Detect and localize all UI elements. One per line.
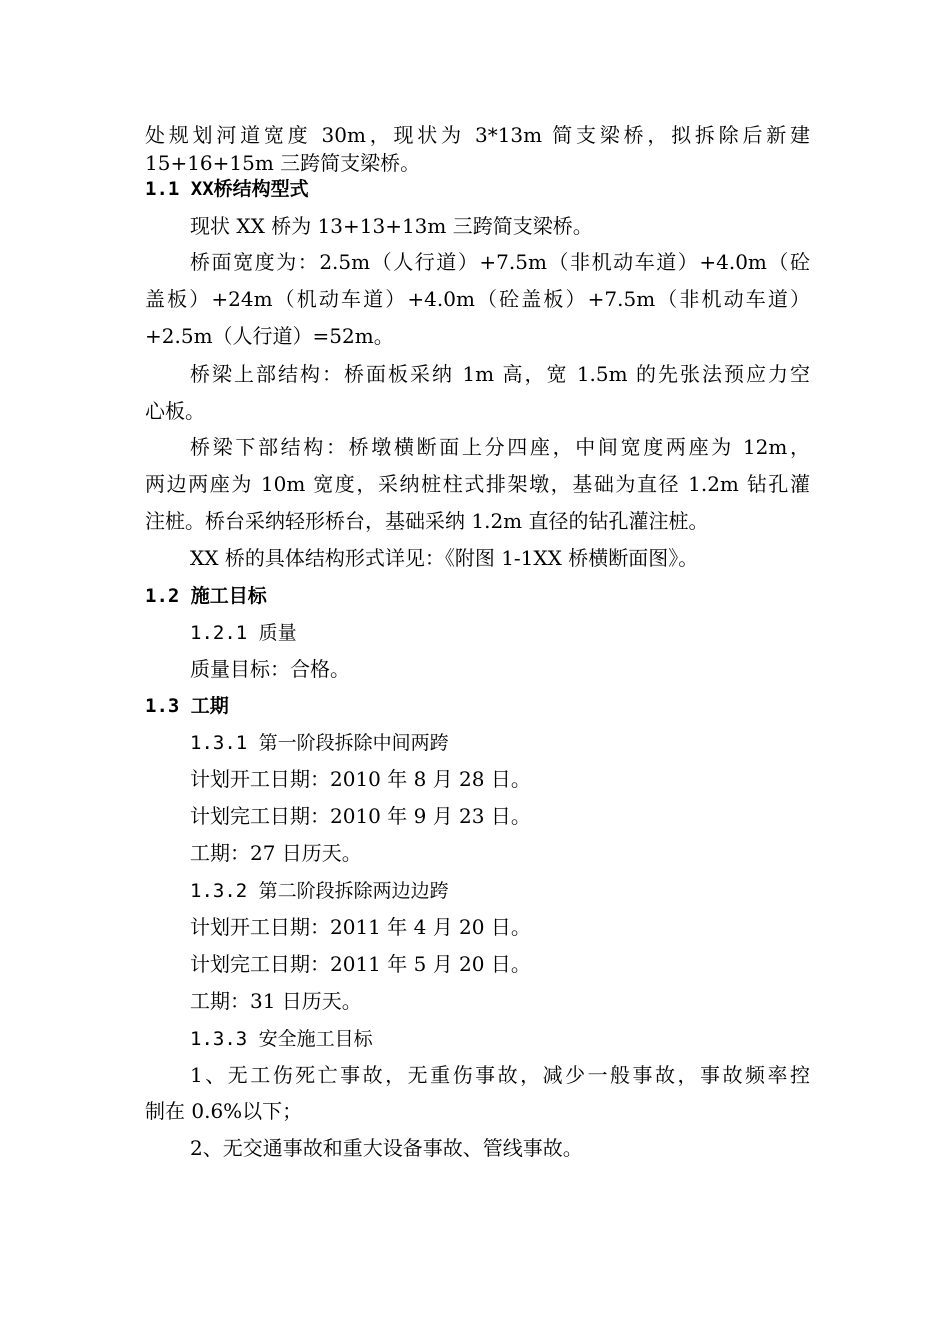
phase2-start-date: 计划开工日期：2011 年 4 月 20 日。 — [190, 915, 531, 939]
subsection-1-3-1: 1.3.1 第一阶段拆除中间两跨 — [190, 732, 449, 754]
phase2-end-date: 计划完工日期：2011 年 5 月 20 日。 — [190, 952, 531, 976]
subsection-1-2-1: 1.2.1 质量 — [190, 622, 297, 644]
quality-target: 质量目标：合格。 — [190, 657, 350, 681]
paragraph-current-bridge: 现状 XX 桥为 13+13+13m 三跨简支梁桥。 — [190, 214, 593, 238]
section-heading-1-1: 1.1 XX桥结构型式 — [145, 178, 309, 200]
subsection-1-3-3: 1.3.3 安全施工目标 — [190, 1028, 373, 1050]
superstructure-line-2: 心板。 — [145, 399, 205, 423]
substructure-line-2: 两边两座为 10m 宽度，采纳桩柱式排架墩，基础为直径 1.2m 钻孔灌 — [145, 472, 810, 496]
substructure-line-1: 桥梁下部结构：桥墩横断面上分四座，中间宽度两座为 12m， — [190, 435, 810, 459]
section-heading-1-3: 1.3 工期 — [145, 695, 229, 717]
intro-line-2: 15+16+15m 三跨简支梁桥。 — [145, 151, 421, 175]
structure-reference: XX 桥的具体结构形式详见：《附图 1-1XX 桥横断面图》。 — [190, 546, 699, 570]
phase1-end-date: 计划完工日期：2010 年 9 月 23 日。 — [190, 804, 531, 828]
deck-width-line-2: 盖板）+24m（机动车道）+4.0m（砼盖板）+7.5m（非机动车道） — [145, 287, 810, 311]
intro-line-1: 处规划河道宽度 30m，现状为 3*13m 简支梁桥，拟拆除后新建 — [145, 123, 810, 147]
safety-target-1-line-1: 1、无工伤死亡事故，无重伤事故，减少一般事故，事故频率控 — [190, 1063, 810, 1087]
deck-width-line-3: +2.5m（人行道）=52m。 — [145, 324, 394, 348]
deck-width-line-1: 桥面宽度为：2.5m（人行道）+7.5m（非机动车道）+4.0m（砼 — [190, 250, 810, 274]
phase2-duration: 工期：31 日历天。 — [190, 989, 362, 1013]
superstructure-line-1: 桥梁上部结构：桥面板采纳 1m 高，宽 1.5m 的先张法预应力空 — [190, 362, 810, 386]
phase1-start-date: 计划开工日期：2010 年 8 月 28 日。 — [190, 767, 531, 791]
substructure-line-3: 注桩。桥台采纳轻形桥台，基础采纳 1.2m 直径的钻孔灌注桩。 — [145, 509, 709, 533]
phase1-duration: 工期：27 日历天。 — [190, 841, 362, 865]
section-heading-1-2: 1.2 施工目标 — [145, 585, 267, 607]
safety-target-2: 2、无交通事故和重大设备事故、管线事故。 — [190, 1136, 583, 1160]
safety-target-1-line-2: 制在 0.6%以下； — [145, 1099, 303, 1123]
subsection-1-3-2: 1.3.2 第二阶段拆除两边边跨 — [190, 880, 449, 902]
